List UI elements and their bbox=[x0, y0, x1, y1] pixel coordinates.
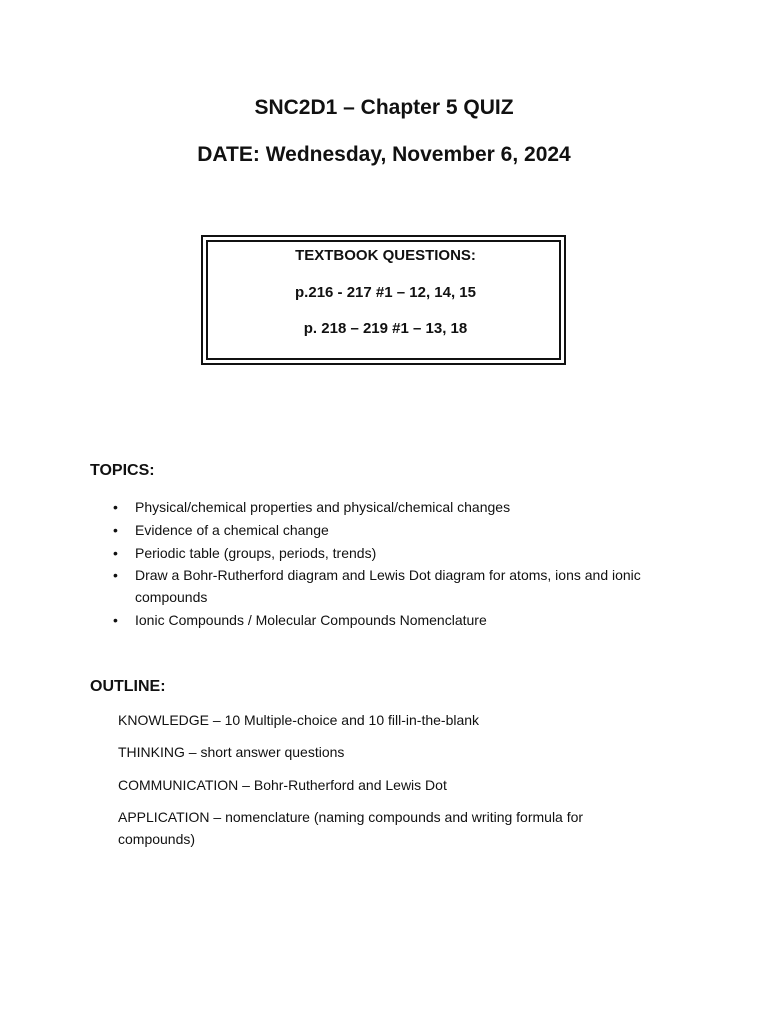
bullet-icon: • bbox=[113, 499, 118, 515]
topic-text: Evidence of a chemical change bbox=[135, 521, 329, 538]
page-title: SNC2D1 – Chapter 5 QUIZ bbox=[254, 96, 514, 119]
outline-knowledge: KNOWLEDGE – 10 Multiple-choice and 10 fill-in-the-blank bbox=[118, 712, 480, 728]
textbook-questions-heading: TEXTBOOK QUESTIONS: bbox=[295, 247, 476, 264]
bullet-icon: • bbox=[113, 521, 118, 538]
topic-text: Periodic table (groups, periods, trends) bbox=[135, 544, 377, 561]
list-item bbox=[90, 519, 680, 541]
textbook-questions-line-2: p. 218 – 219 #1 – 13, 18 bbox=[303, 320, 468, 337]
outline-application: APPLICATION – nomenclature (naming compounds and writing formula for compounds) bbox=[118, 809, 584, 847]
textbook-questions-box bbox=[201, 235, 566, 365]
outline-communication: COMMUNICATION – Bohr-Rutherford and Lewis Dot bbox=[118, 777, 447, 793]
textbook-questions-inner-border bbox=[206, 240, 561, 360]
topic-text: Ionic Compounds / Molecular Compounds Nomenclature bbox=[135, 612, 487, 629]
list-item bbox=[90, 496, 680, 518]
list-item bbox=[90, 542, 680, 564]
topic-text: Draw a Bohr-Rutherford diagram and Lewis Dot diagram for atoms, ions and ionic compounds bbox=[135, 567, 641, 606]
topics-list bbox=[90, 496, 680, 632]
outline-thinking: THINKING – short answer questions bbox=[118, 744, 345, 760]
textbook-questions-line-1: p.216 - 217 #1 – 12, 14, 15 bbox=[295, 284, 476, 301]
quiz-date: DATE: Wednesday, November 6, 2024 bbox=[197, 143, 571, 166]
bullet-icon: • bbox=[113, 544, 118, 561]
topics-heading: TOPICS: bbox=[90, 462, 155, 479]
list-item bbox=[90, 564, 680, 608]
outline-heading: OUTLINE: bbox=[90, 678, 166, 695]
bullet-icon: • bbox=[113, 567, 118, 584]
list-item bbox=[90, 609, 680, 631]
topic-text: Physical/chemical properties and physical/chemical changes bbox=[135, 499, 511, 515]
bullet-icon: • bbox=[113, 612, 118, 629]
